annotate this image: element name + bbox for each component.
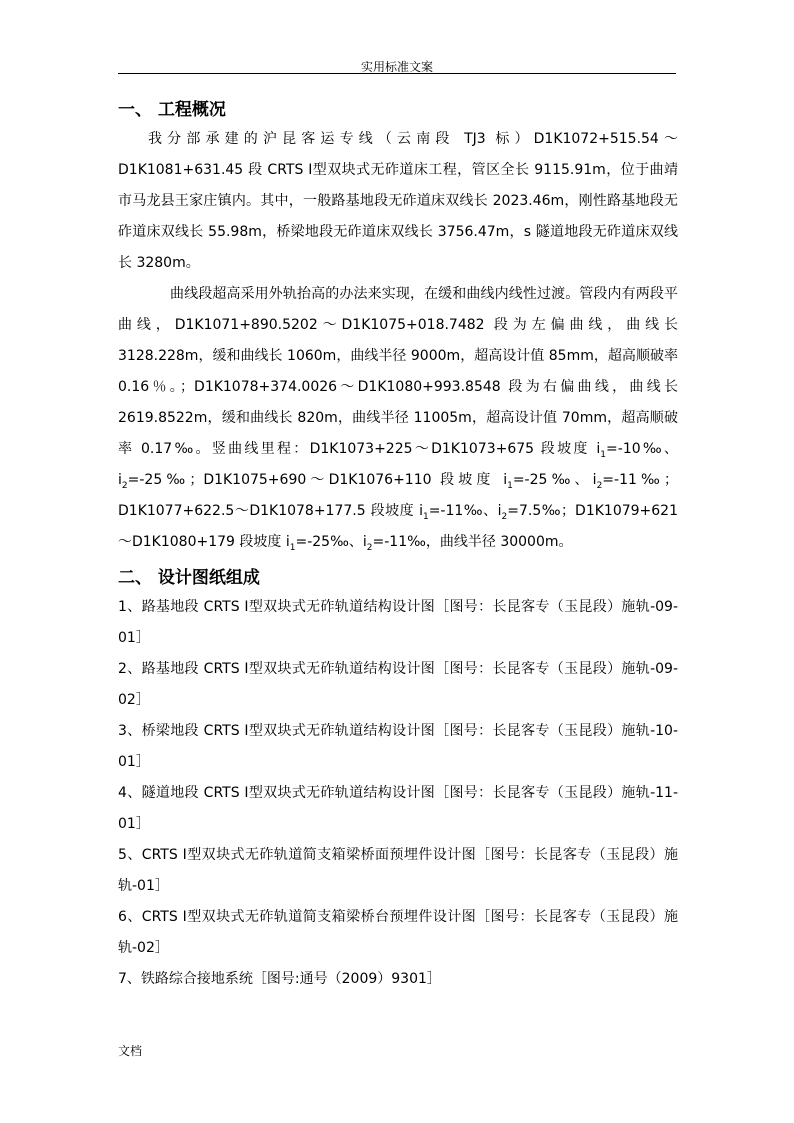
document-body — [118, 96, 678, 995]
subscript: 2 — [366, 542, 373, 553]
subscript: 2 — [121, 480, 128, 491]
subscript: 1 — [507, 480, 513, 491]
text-run: =-25‰、i — [512, 472, 597, 488]
list-item: 2、路基地段 CRTS Ⅰ型双块式无砟轨道结构设计图［图号：长昆客专（玉昆段）施轨-09-02］ — [118, 661, 678, 708]
overview-paragraph-2 — [118, 279, 678, 558]
list-item: 1、路基地段 CRTS Ⅰ型双块式无砟轨道结构设计图［图号：长昆客专（玉昆段）施轨-09-01］ — [118, 599, 678, 646]
text-run: =-25‰；D1K1075+690～D1K1076+110 段坡度 i — [127, 472, 508, 488]
text-run: =-11‰、i — [428, 503, 502, 519]
text-run: =-25‰、i — [295, 534, 367, 550]
header-rule — [118, 73, 676, 74]
subscript: 1 — [422, 511, 429, 522]
subscript: 1 — [600, 449, 607, 460]
page-footer: 文档 — [118, 1044, 143, 1058]
text-run: =7.5‰；D1K1079+621～D1K1080+179 段坡度 i — [118, 503, 678, 550]
overview-paragraph-1: 我分部承建的沪昆客运专线（云南段 TJ3 标）D1K1072+515.54～D1K1081+631.45 段 CRTS Ⅰ型双块式无砟道床工程，管区全长 9115.91m，位于曲靖市马龙县王家庄镇内。其中，一般路基地段无砟道床双线长 2023.46m，刚性路基地段无砟道床双线长 55.98m，桥梁地段无砟道床双线长 3756.47m，s 隧道地段无砟道床双线长 3280m。 — [118, 131, 678, 271]
page-header: 实用标准文案 — [360, 60, 433, 74]
drawing-list — [118, 592, 678, 995]
section-heading-overview: 一、 工程概况 — [118, 100, 226, 120]
subscript: 1 — [289, 542, 296, 553]
list-item: 6、CRTS Ⅰ型双块式无砟轨道简支箱梁桥台预埋件设计图［图号：长昆客专（玉昆段）施轨-02］ — [118, 909, 678, 956]
list-item: 4、隧道地段 CRTS Ⅰ型双块式无砟轨道结构设计图［图号：长昆客专（玉昆段）施轨-11-01］ — [118, 785, 678, 832]
list-item: 5、CRTS Ⅰ型双块式无砟轨道简支箱梁桥面预埋件设计图［图号：长昆客专（玉昆段）施轨-01］ — [118, 847, 678, 894]
text-run: =-10‰、i — [118, 441, 678, 488]
text-run: =-11‰，曲线半径 30000m。 — [372, 534, 573, 550]
subscript: 2 — [596, 480, 603, 491]
subscript: 2 — [501, 511, 508, 522]
list-item: 3、桥梁地段 CRTS Ⅰ型双块式无砟轨道结构设计图［图号：长昆客专（玉昆段）施轨-10-01］ — [118, 723, 678, 770]
section-heading-drawings: 二、 设计图纸组成 — [118, 568, 260, 588]
text-run: =-11‰；D1K1077+622.5～D1K1078+177.5 段坡度 i — [118, 472, 678, 519]
list-item: 7、铁路综合接地系统［图号:通号（2009）9301］ — [118, 971, 441, 987]
text-run: 曲线段超高采用外轨抬高的办法来实现，在缓和曲线内线性过渡。管段内有两段平曲线，D1K1071+890.5202～D1K1075+018.7482 段为左偏曲线，曲线长 3128.228m，缓和曲线长 1060m，曲线半径 9000m，超高设计值 85mm，超高顺破率 0.16％。；D1K1078+374.0026～D1K1080+993.8548 段为右偏曲线，曲线长 2619.8522m，缓和曲线长 820m，曲线半径 11005m，超高设计值 70mm，超高顺破率 0.17‰。竖曲线里程：D1K1073+225～D1K1073+675 段坡度 i — [118, 286, 678, 457]
